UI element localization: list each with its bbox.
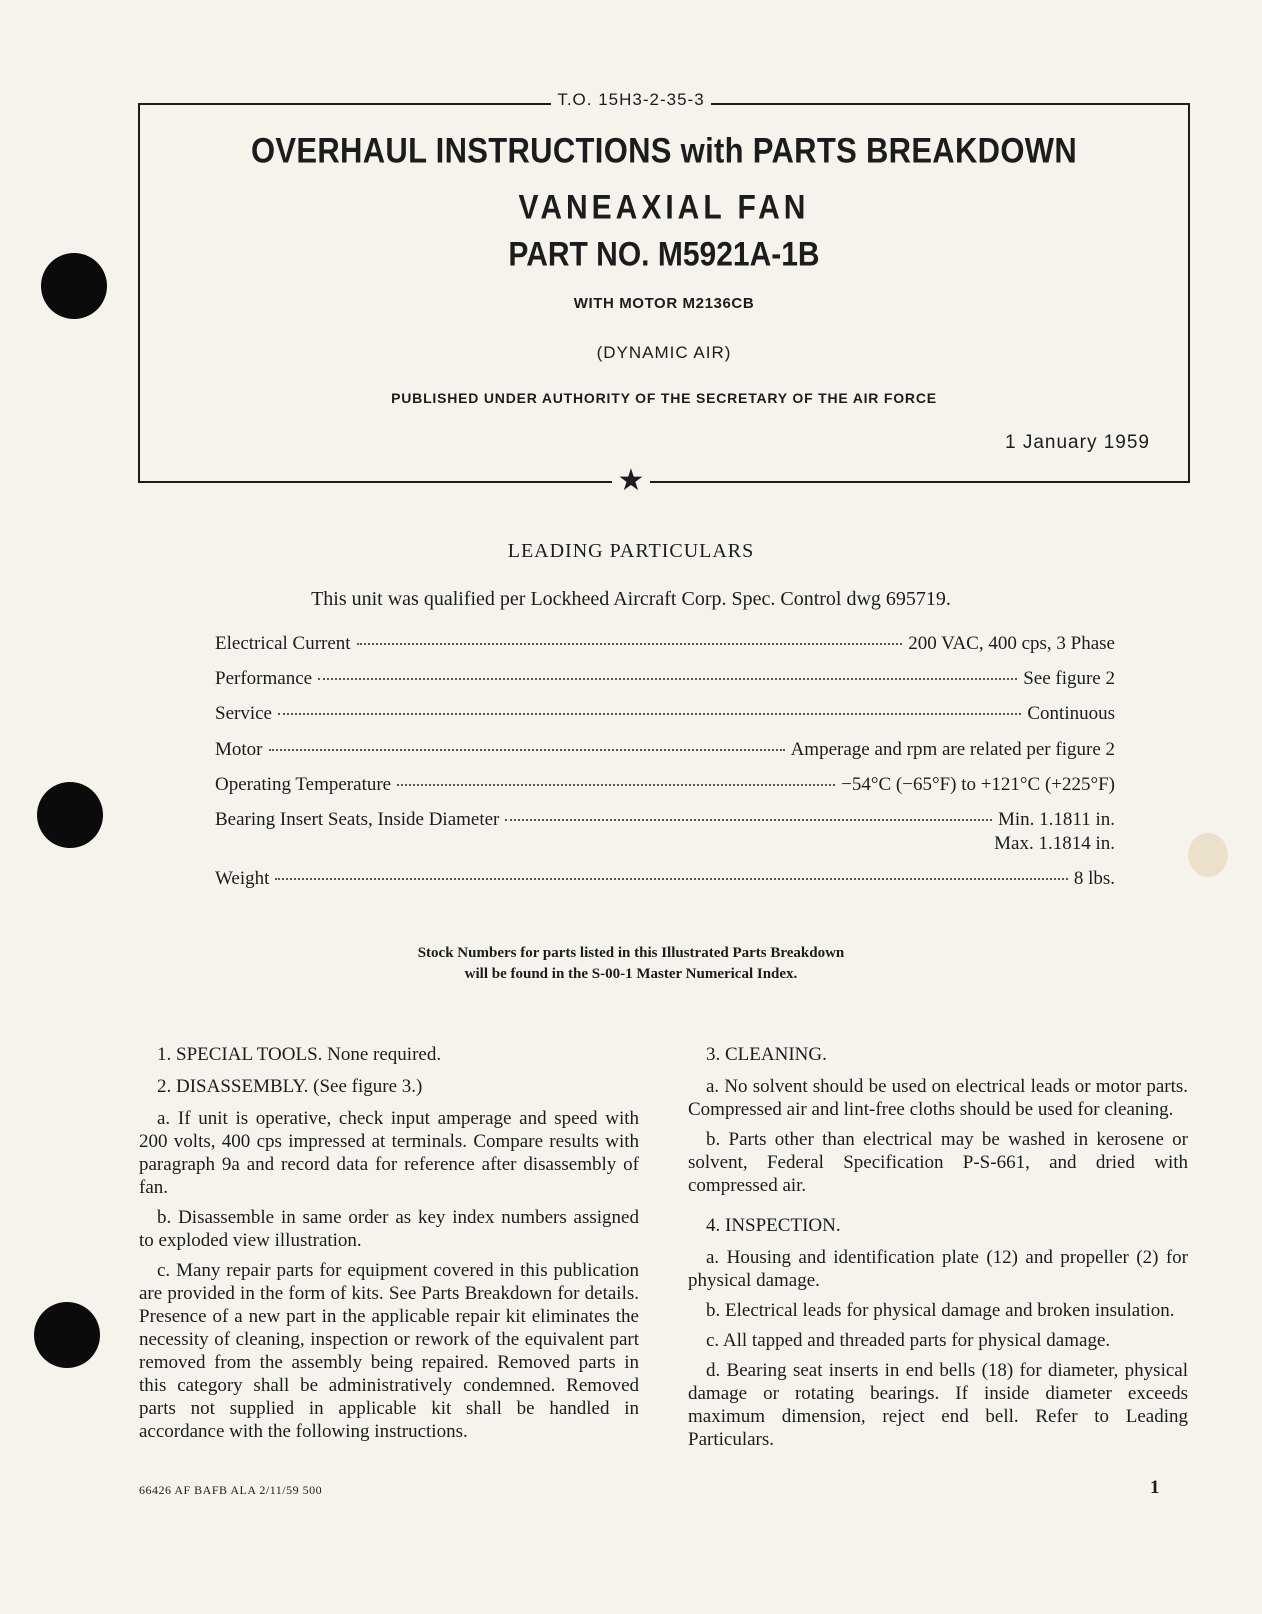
particulars-value: 8 lbs. bbox=[1073, 868, 1115, 889]
disassembly-step-a: a. If unit is operative, check input amperage and speed with 200 volts, 400 cps impressed at terminals. Compare results with paragraph 9a and record data for reference after disassembly of fan. bbox=[139, 1108, 639, 1198]
leader-dots bbox=[278, 713, 1021, 715]
cleaning-step-a: a. No solvent should be used on electrical leads or motor parts. Compressed air and lint-free cloths should be used for cleaning. bbox=[688, 1076, 1188, 1120]
binder-hole-bottom bbox=[34, 1302, 100, 1368]
leading-particulars-heading: LEADING PARTICULARS bbox=[507, 540, 755, 562]
star-icon: ★ bbox=[612, 463, 651, 498]
particulars-value-max: Max. 1.1814 in. bbox=[994, 833, 1115, 854]
particulars-value: Amperage and rpm are related per figure 2 bbox=[790, 739, 1115, 760]
stock-note-line-1: Stock Numbers for parts listed in this Illustrated Parts Breakdown bbox=[417, 945, 845, 961]
stock-note-line-2: will be found in the S-00-1 Master Numerical Index. bbox=[464, 966, 798, 982]
cleaning-step-b: b. Parts other than electrical may be washed in kerosene or solvent, Federal Specification P-S-661, and dried with compressed air. bbox=[688, 1129, 1188, 1196]
particulars-row bbox=[215, 774, 1115, 796]
technical-order-number-text: T.O. 15H3-2-35-3 bbox=[551, 90, 710, 109]
inspection-step-a: a. Housing and identification plate (12) and propeller (2) for physical damage. bbox=[688, 1247, 1188, 1291]
publication-date: 1 January 1959 bbox=[1005, 432, 1150, 453]
particulars-row bbox=[215, 703, 1115, 725]
stock-numbers-note bbox=[0, 943, 1262, 985]
particulars-row bbox=[215, 633, 1115, 655]
particulars-label: Operating Temperature bbox=[215, 774, 392, 795]
particulars-label: Electrical Current bbox=[215, 633, 351, 654]
particulars-value: −54°C (−65°F) to +121°C (+225°F) bbox=[841, 774, 1115, 795]
equipment-name: VANEAXIAL FAN bbox=[518, 188, 810, 227]
manufacturer: (DYNAMIC AIR) bbox=[596, 343, 732, 362]
left-column bbox=[139, 1043, 639, 1450]
leader-dots bbox=[397, 784, 835, 786]
motor-designation: WITH MOTOR M2136CB bbox=[573, 295, 755, 312]
section-disassembly-heading: 2. DISASSEMBLY. (See figure 3.) bbox=[157, 1076, 423, 1097]
inspection-step-c: c. All tapped and threaded parts for physical damage. bbox=[706, 1330, 1111, 1351]
leader-dots bbox=[505, 819, 992, 821]
particulars-row bbox=[215, 868, 1115, 890]
particulars-value: 200 VAC, 400 cps, 3 Phase bbox=[908, 633, 1115, 654]
inspection-step-d: d. Bearing seat inserts in end bells (18) for diameter, physical damage or rotating bearings. If inside diameter exceeds maximum dimension, reject end bell. Refer to Leading Particulars. bbox=[688, 1360, 1188, 1450]
inspection-step-b: b. Electrical leads for physical damage and broken insulation. bbox=[706, 1300, 1175, 1321]
right-column bbox=[688, 1043, 1188, 1458]
leader-dots bbox=[275, 878, 1067, 880]
page-number: 1 bbox=[1150, 1477, 1160, 1498]
technical-order-number bbox=[0, 90, 1262, 110]
section-gap bbox=[688, 1204, 1188, 1214]
part-number: PART NO. M5921A-1B bbox=[508, 235, 820, 274]
particulars-value: See figure 2 bbox=[1023, 668, 1115, 689]
authority-statement: PUBLISHED UNDER AUTHORITY OF THE SECRETARY OF THE AIR FORCE bbox=[391, 390, 937, 406]
star-ornament bbox=[0, 464, 1262, 498]
section-inspection-heading: 4. INSPECTION. bbox=[706, 1215, 841, 1236]
particulars-row bbox=[215, 809, 1115, 831]
qualification-statement: This unit was qualified per Lockheed Aircraft Corp. Spec. Control dwg 695719. bbox=[311, 588, 951, 610]
binder-hole-middle bbox=[37, 782, 103, 848]
section-cleaning-heading: 3. CLEANING. bbox=[706, 1044, 827, 1065]
particulars-label: Motor bbox=[215, 739, 263, 760]
binder-hole-top bbox=[41, 253, 107, 319]
leader-dots bbox=[357, 643, 903, 645]
particulars-label: Performance bbox=[215, 668, 313, 689]
disassembly-step-b: b. Disassemble in same order as key index numbers assigned to exploded view illustration. bbox=[139, 1207, 639, 1251]
particulars-label: Service bbox=[215, 703, 272, 724]
document-title: OVERHAUL INSTRUCTIONS with PARTS BREAKDOWN bbox=[250, 130, 1078, 171]
print-code: 66426 AF BAFB ALA 2/11/59 500 bbox=[139, 1483, 323, 1497]
disassembly-step-c: c. Many repair parts for equipment covered in this publication are provided in the form of kits. See Parts Breakdown for details. Presence of a new part in the applicable repair kit eliminates the necessity of cleaning, inspection or rework of the equivalent part removed from the assembly being repaired. Removed parts in this category shall be administratively condemned. Removed parts not supplied in applicable kit shall be handled in accordance with the following instructions. bbox=[139, 1260, 639, 1442]
particulars-label: Weight bbox=[215, 868, 270, 889]
particulars-row bbox=[215, 739, 1115, 761]
particulars-label: Bearing Insert Seats, Inside Diameter bbox=[215, 809, 500, 830]
particulars-row bbox=[215, 668, 1115, 690]
leader-dots bbox=[269, 749, 785, 751]
section-special-tools: 1. SPECIAL TOOLS. None required. bbox=[157, 1044, 442, 1065]
leader-dots bbox=[318, 678, 1017, 680]
paper-stain bbox=[1188, 833, 1228, 877]
particulars-value: Min. 1.1811 in. bbox=[998, 809, 1115, 830]
particulars-value: Continuous bbox=[1027, 703, 1115, 724]
